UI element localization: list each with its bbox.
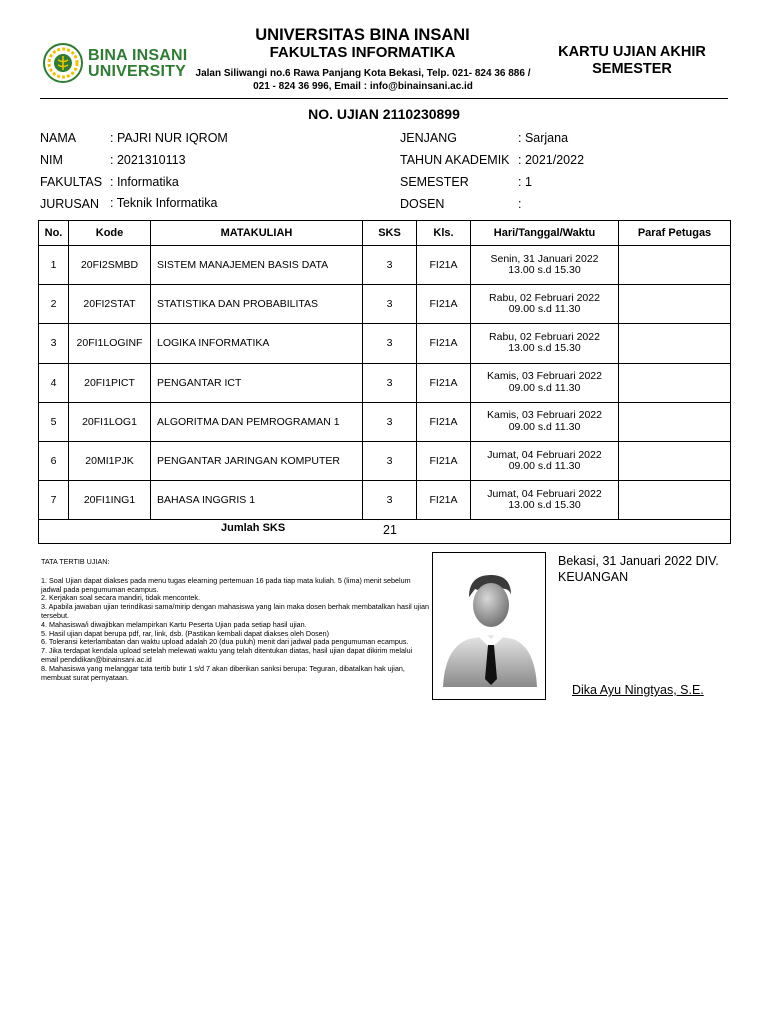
row-time: 09.00 s.d 11.30 [508,460,581,473]
row-schedule [471,402,619,441]
nama-label: NAMA [40,131,77,145]
jurusan-value: : Teknik Informatika [110,196,218,210]
table-row [39,402,731,441]
row-date: Jumat, 04 Februari 2022 [487,448,602,461]
row-kode: 20FI1LOGINF [69,324,151,363]
row-sks: 3 [363,285,417,324]
tahun-akademik-label: TAHUN AKADEMIK [400,153,510,167]
rule-item: 3. Apabila jawaban ujian terindikasi sama/mirip dengan mahasiswa yang lain maka dosen berhak membatalkan hasil ujian tersebut. [41,602,429,620]
row-sks: 3 [363,402,417,441]
row-time: 13.00 s.d 15.30 [508,499,581,512]
row-kelas: FI21A [417,481,471,520]
jenjang-label: JENJANG [400,131,457,145]
row-kode: 20MI1PJK [69,441,151,480]
row-time: 09.00 s.d 11.30 [508,420,581,433]
column-header-sks: SKS [363,221,417,246]
rule-item: 6. Toleransi keterlambatan dan waktu upload adalah 20 (dua puluh) menit dari jadwal pada pengumuman ecampus. [41,637,409,647]
row-kelas: FI21A [417,285,471,324]
row-kode: 20FI2SMBD [69,246,151,285]
row-matakuliah: ALGORITMA DAN PEMROGRAMAN 1 [151,402,363,441]
row-sks: 3 [363,363,417,402]
row-no: 3 [39,324,69,363]
person-avatar-icon [439,567,539,687]
university-logo [42,42,188,84]
row-matakuliah: STATISTIKA DAN PROBABILITAS [151,285,363,324]
column-header-paraf: Paraf Petugas [619,221,731,246]
tahun-akademik-value: : 2021/2022 [518,153,585,167]
row-schedule [471,324,619,363]
row-schedule [471,481,619,520]
table-header-row [39,221,731,246]
row-date: Senin, 31 Januari 2022 [490,252,599,265]
dosen-label: DOSEN [400,197,445,211]
exam-number: NO. UJIAN 2110230899 [308,106,460,122]
semester-value: : 1 [518,175,532,189]
row-time: 13.00 s.d 15.30 [508,342,581,355]
row-paraf [619,246,731,285]
rule-item: 2. Kerjakan soal secara mandiri, tidak mencontek. [41,593,201,603]
logo-text-line2: UNIVERSITY [88,63,187,80]
row-kelas: FI21A [417,324,471,363]
rules-title: TATA TERTIB UJIAN: [41,557,110,566]
rule-item: 4. Mahasiswa/i diwajibkan melampirkan Kartu Peserta Ujian pada setiap hasil ujian. [41,619,307,629]
student-photo [432,552,546,700]
row-kelas: FI21A [417,441,471,480]
row-matakuliah: BAHASA INGGRIS 1 [151,481,363,520]
column-header-no: No. [39,221,69,246]
row-schedule [471,285,619,324]
row-date: Rabu, 02 Februari 2022 [489,330,600,343]
table-row [39,363,731,402]
table-row [39,481,731,520]
row-kode: 20FI2STAT [69,285,151,324]
rule-item: 5. Hasil ujian dapat berupa pdf, rar, link, dsb. (Pastikan kembali dapat diakses oleh Dosen) [41,628,330,638]
row-time: 09.00 s.d 11.30 [508,303,581,316]
row-no: 7 [39,481,69,520]
row-paraf [619,363,731,402]
row-paraf [619,324,731,363]
row-kode: 20FI1PICT [69,363,151,402]
column-header-matakuliah: MATAKULIAH [151,221,363,246]
row-date: Kamis, 03 Februari 2022 [487,409,602,422]
table-row [39,246,731,285]
row-no: 6 [39,441,69,480]
row-sks: 3 [363,246,417,285]
faculty-name: FAKULTAS INFORMATIKA [269,44,456,61]
row-kelas: FI21A [417,363,471,402]
nim-label: NIM [40,153,63,167]
row-date: Rabu, 02 Februari 2022 [489,291,600,304]
row-time: 13.00 s.d 15.30 [508,264,581,277]
total-sks-value: 21 [383,523,397,537]
row-matakuliah: SISTEM MANAJEMEN BASIS DATA [151,246,363,285]
table-row [39,324,731,363]
signature-place-date: Bekasi, 31 Januari 2022 DIV. KEUANGAN [558,554,719,584]
row-matakuliah: PENGANTAR ICT [151,363,363,402]
logo-emblem-icon [42,42,84,84]
address-line1: Jalan Siliwangi no.6 Rawa Panjang Kota Bekasi, Telp. 021- 824 36 886 / [195,68,531,79]
row-no: 4 [39,363,69,402]
row-date: Kamis, 03 Februari 2022 [487,370,602,383]
jurusan-label: JURUSAN [40,197,100,211]
nim-value: : 2021310113 [110,153,186,167]
row-date: Jumat, 04 Februari 2022 [487,487,602,500]
dosen-value: : [518,197,522,211]
row-no: 1 [39,246,69,285]
address [183,68,543,93]
row-schedule [471,363,619,402]
column-header-kode: Kode [69,221,151,246]
university-name: UNIVERSITAS BINA INSANI [255,26,470,44]
row-sks: 3 [363,441,417,480]
fakultas-value: : Informatika [110,175,179,189]
row-sks: 3 [363,324,417,363]
row-paraf [619,481,731,520]
address-line2: 021 - 824 36 996, Email : info@binainsani.ac.id [253,80,473,92]
row-matakuliah: LOGIKA INFORMATIKA [151,324,363,363]
column-header-schedule: Hari/Tanggal/Waktu [471,221,619,246]
nama-value: : PAJRI NUR IQROM [110,131,228,145]
row-paraf [619,402,731,441]
table-row [39,441,731,480]
row-kelas: FI21A [417,246,471,285]
semester-label: SEMESTER [400,175,469,189]
row-no: 5 [39,402,69,441]
row-paraf [619,441,731,480]
column-header-kelas: Kls. [417,221,471,246]
card-title-line1: KARTU UJIAN AKHIR [558,44,706,60]
row-kode: 20FI1LOG1 [69,402,151,441]
logo-text-line1: BINA INSANI [88,47,188,64]
rule-item: 8. Mahasiswa yang melanggar tata tertib butir 1 s/d 7 akan diberikan sanksi berupa: Teguran, dibatalkan hak ujian, membuat surat pernyataan. [41,663,405,682]
row-kelas: FI21A [417,402,471,441]
rule-item: 1. Soal Ujian dapat diakses pada menu tugas elearning pertemuan 16 pada tiap mata kuliah. 5 (lima) menit sebelum jadwal pada pengumuman ecampus. [41,575,411,594]
card-title [548,44,716,78]
fakultas-label: FAKULTAS [40,175,103,189]
rule-item: 7. Jika terdapat kendala upload setelah melewati waktu yang telah ditentukan diatas, hasil ujian dapat dikirim melalui email pendidikan@binainsani.ac.id [41,646,413,664]
total-sks-label: Jumlah SKS [221,522,286,534]
row-schedule [471,246,619,285]
table-row [39,285,731,324]
row-schedule [471,441,619,480]
row-sks: 3 [363,481,417,520]
header-divider [40,98,728,99]
exam-rules [41,558,429,682]
signature-name: Dika Ayu Ningtyas, S.E. [572,683,704,697]
exam-schedule-table [38,220,731,544]
row-no: 2 [39,285,69,324]
row-time: 09.00 s.d 11.30 [508,381,581,394]
row-kode: 20FI1ING1 [69,481,151,520]
jenjang-value: : Sarjana [518,131,569,145]
row-paraf [619,285,731,324]
card-title-line2: SEMESTER [592,61,672,77]
row-matakuliah: PENGANTAR JARINGAN KOMPUTER [151,441,363,480]
